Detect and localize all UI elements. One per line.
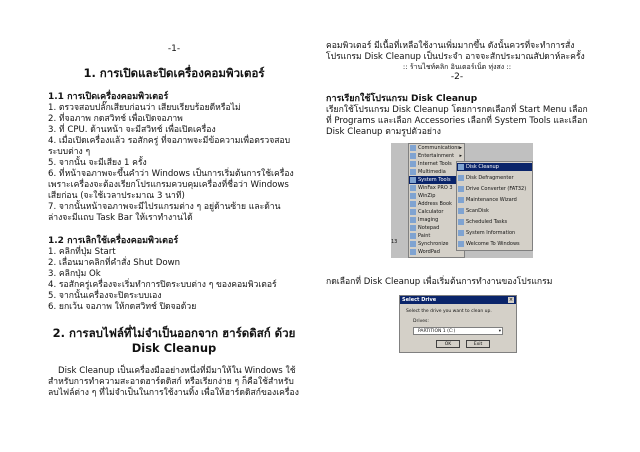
- menu-item[interactable]: Synchronize: [409, 240, 464, 248]
- app-icon: [410, 241, 416, 247]
- body-line: เรียกใช้โปรแกรม Disk Cleanup โดยการกดเลือกที่ Start Menu เลือก: [326, 105, 588, 115]
- menu-item[interactable]: WinFax PRO 3: [409, 184, 464, 192]
- menu-item[interactable]: WordPad: [409, 248, 464, 256]
- menu-item-system-tools[interactable]: System Tools: [409, 176, 464, 184]
- disk-icon: [458, 186, 464, 192]
- menu-item[interactable]: Imaging: [409, 216, 464, 224]
- subheading-turn-on: 1.1 การเปิดเครื่องคอมพิวเตอร์: [48, 92, 169, 102]
- select-drive-dialog: [399, 295, 517, 353]
- step-line: 2. เลื่อนมาคลิกที่คำสั่ง Shut Down: [48, 258, 181, 268]
- disk-icon: [458, 175, 464, 181]
- figure-caption: กดเลือกที่ Disk Cleanup เพื่อเริ่มต้นการทำงานของโปรแกรม: [326, 277, 553, 287]
- side-number: 13: [391, 239, 398, 245]
- turn-on-steps: [48, 103, 300, 224]
- heading-disk-cleanup: 2. การลบไฟล์ที่ไม่จำเป็นออกจาก ฮาร์ดดิสก์ ด้วย Disk Cleanup: [52, 326, 296, 355]
- menu-item[interactable]: Notepad: [409, 224, 464, 232]
- page-number-2: -2-: [450, 72, 464, 82]
- step-line: 2. ที่จอภาพ กดสวิทช์ เพื่อเปิดจอภาพ: [48, 114, 183, 124]
- dialog-prompt: Select the drive you want to clean up.: [406, 309, 492, 314]
- drives-label: Drives:: [413, 319, 429, 324]
- step-line: ล่างจะมีแถบ Task Bar ให้เราทำงานได้: [48, 213, 193, 223]
- menu-item[interactable]: Multimedia: [409, 168, 464, 176]
- disk-icon: [458, 208, 464, 214]
- app-icon: [410, 193, 416, 199]
- menu-item[interactable]: ScanDisk: [457, 207, 532, 215]
- chevron-down-icon: ▾: [498, 329, 501, 334]
- step-line: 1. ตรวจสอบปลั๊กเสียบก่อนว่า เสียบเรียบร้อยดีหรือไม่: [48, 103, 241, 113]
- step-line: 5. จากนั้นเครื่องจะปิดระบบเอง: [48, 291, 162, 301]
- disk-icon: [458, 164, 464, 170]
- menu-item[interactable]: Drive Converter (FAT32): [457, 185, 532, 193]
- left-column: [48, 0, 300, 399]
- step-line: 5. จากนั้น จะมีเสียง 1 ครั้ง: [48, 158, 147, 168]
- menu-item[interactable]: Disk Defragmenter: [457, 174, 532, 182]
- app-icon: [410, 217, 416, 223]
- menu-item-disk-cleanup[interactable]: Disk Cleanup: [457, 163, 532, 171]
- step-line: 3. คลิกปุ่ม Ok: [48, 269, 101, 279]
- step-line: 1. คลิกที่ปุ่ม Start: [48, 247, 116, 257]
- drive-select[interactable]: PARTITION 1 (C:) ▾: [413, 327, 503, 335]
- folder-icon: [410, 169, 416, 175]
- menu-item[interactable]: Scheduled Tasks: [457, 218, 532, 226]
- start-menu-screenshot: [391, 143, 533, 258]
- menu-item[interactable]: WinZip: [409, 192, 464, 200]
- app-icon: [410, 209, 416, 215]
- dialog-title: Select Drive: [400, 296, 516, 304]
- menu-item[interactable]: Paint: [409, 232, 464, 240]
- ok-button[interactable]: OK: [436, 340, 460, 348]
- shop-credit: :: ร้านไชท์คลิก อินเตอร์เน็ต ทุ่งสง ::: [402, 63, 512, 71]
- step-line: 3. ที่ CPU. ด้านหน้า จะมีสวิทช์ เพื่อเปิดเครื่อง: [48, 125, 216, 135]
- step-line: 4. รอสักครู่เครื่องจะเริ่มทำการปิดระบบต่าง ๆ ของคอมพิวเตอร์: [48, 280, 277, 290]
- step-line: เสียก่อน (จะใช้เวลาประมาณ 3 นาที): [48, 191, 185, 201]
- exit-button[interactable]: Exit: [466, 340, 490, 348]
- menu-item[interactable]: Communications ▸: [409, 144, 464, 152]
- folder-icon: [410, 145, 416, 151]
- app-icon: [410, 233, 416, 239]
- menu-item[interactable]: Welcome To Windows: [457, 240, 532, 248]
- menu-item[interactable]: Address Book: [409, 200, 464, 208]
- app-icon: [410, 225, 416, 231]
- windows-icon: [458, 241, 464, 247]
- page-number-1: -1-: [167, 44, 181, 54]
- heading-power-on-off: 1. การเปิดและปิดเครื่องคอมพิวเตอร์: [83, 66, 265, 80]
- app-icon: [410, 249, 416, 255]
- step-line: 4. เมื่อเปิดเครื่องแล้ว รอสักครู่ ที่จอภาพจะมีข้อความเพื่อตรวจสอบ: [48, 136, 291, 146]
- folder-icon: [410, 177, 416, 183]
- body-line: Disk Cleanup ตามรูปตัวอย่าง: [326, 127, 441, 137]
- step-line: ระบบต่าง ๆ: [48, 147, 91, 157]
- menu-item[interactable]: Internet Tools: [409, 160, 464, 168]
- menu-item[interactable]: Maintenance Wizard: [457, 196, 532, 204]
- system-tools-menu: [456, 161, 533, 251]
- heading-run-disk-cleanup: การเรียกใช้โปรแกรม Disk Cleanup: [326, 94, 478, 104]
- wizard-icon: [458, 197, 464, 203]
- folder-icon: [458, 219, 464, 225]
- body-line: ที่ Programs และเลือก Accessories เลือกที่ System Tools และเลือก: [326, 116, 588, 126]
- menu-item[interactable]: Entertainment ▸: [409, 152, 464, 160]
- info-icon: [458, 230, 464, 236]
- subheading-shut-down: 1.2 การเลิกใช้เครื่องคอมพิวเตอร์: [48, 236, 179, 246]
- disk-cleanup-paragraph: Disk Cleanup เป็นเครื่องมืออย่างหนึ่งที่มีมาให้ใน Windows ใช้สำหรับการทำความสะอาดฮาร์ดดิสก์ หรือเรียกง่าย ๆ ก็คือใช้สำหรับลบไฟล์ต่าง ๆ ที่ไม่จำเป็นในการใช้งานทิ้ง เพื่อให้ฮาร์ดดิสก์ของเครื่อง: [48, 366, 299, 398]
- close-icon[interactable]: ×: [508, 297, 514, 303]
- continued-line: คอมพิวเตอร์ มีเนื้อที่เหลือใช้งานเพิ่มมากขึ้น ดังนั้นควรที่จะทำการสั่ง: [326, 41, 575, 51]
- step-line: 7. จากนั้นหน้าจอภาพจะมีไปรแกรมต่าง ๆ อยู่ด้านซ้าย และด้าน: [48, 202, 281, 212]
- folder-icon: [410, 185, 416, 191]
- menu-item[interactable]: System Information: [457, 229, 532, 237]
- folder-icon: [410, 161, 416, 167]
- shut-down-steps: [48, 247, 300, 313]
- step-line: 6. ยกเว้น จอภาพ ให้กดสวิทช์ ปิดจอด้วย: [48, 302, 197, 312]
- folder-icon: [410, 153, 416, 159]
- app-icon: [410, 201, 416, 207]
- menu-item[interactable]: Calculator: [409, 208, 464, 216]
- continued-line: โปรแกรม Disk Cleanup เป็นประจำ อาจจะสักประมาณสัปดาห์ละครั้ง: [326, 52, 585, 62]
- step-line: เพราะเครื่องจะต้องเรียกโปรแกรมควบคุมเครื่องที่ชื่อว่า Windows: [48, 180, 289, 190]
- step-line: 6. ที่หน้าจอภาพจะขึ้นคำว่า Windows เป็นการเริ่มต้นการใช้เครื่อง: [48, 169, 294, 179]
